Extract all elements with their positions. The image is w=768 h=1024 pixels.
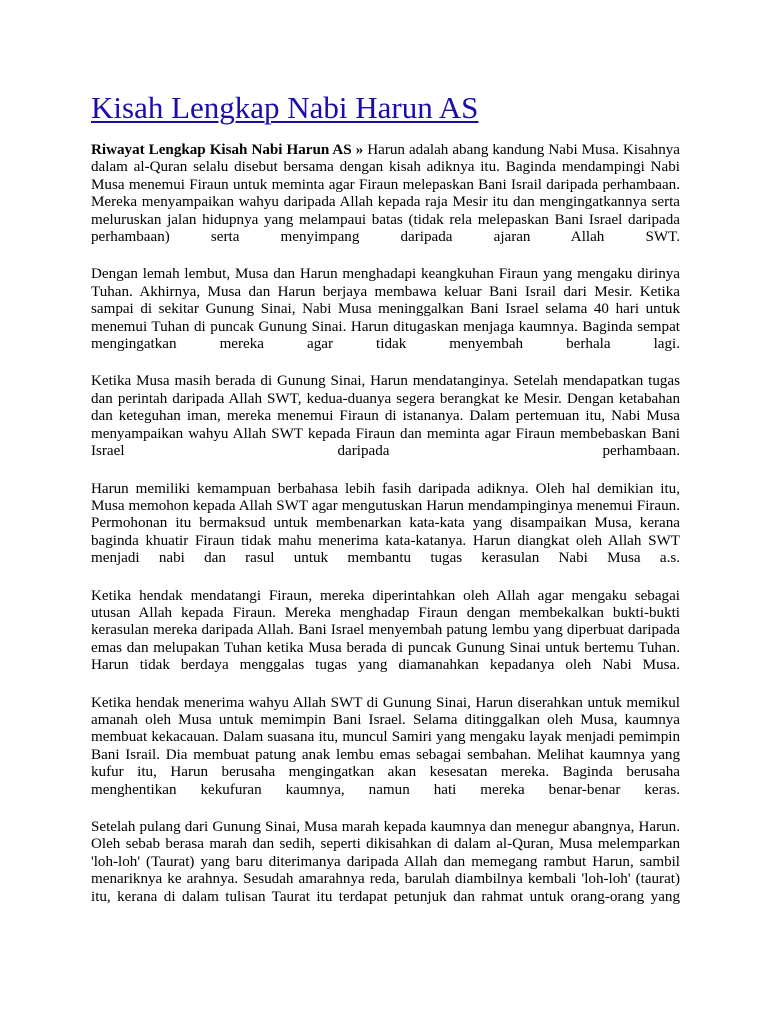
- paragraph-4: Harun memiliki kemampuan berbahasa lebih fasih daripada adiknya. Oleh hal demikian itu, Musa memohon kepada Allah SWT agar mengutuskan Harun mendampinginya menemui Firaun. Permohonan itu bermaksud untuk membenarkan kata-kata yang disampaikan Musa, kerana baginda khuatir Firaun tidak mahu menerima kata-katanya. Harun diangkat oleh Allah SWT menjadi nabi dan rasul untuk membantu tugas kerasulan Nabi Musa a.s.: [91, 480, 680, 567]
- article-title-link[interactable]: Kisah Lengkap Nabi Harun AS: [91, 90, 479, 125]
- paragraph-3: Ketika Musa masih berada di Gunung Sinai, Harun mendatanginya. Setelah mendapatkan tugas dan perintah daripada Allah SWT, kedua-duanya segera berangkat ke Mesir. Dengan ketabahan dan keteguhan iman, mereka menemui Firaun di istananya. Dalam pertemuan itu, Nabi Musa menyampaikan wahyu Allah SWT kepada Firaun dan meminta agar Firaun membebaskan Bani Israel daripada perhambaan.: [91, 373, 680, 460]
- lead-bold-text: Riwayat Lengkap Kisah Nabi Harun AS »: [91, 142, 364, 158]
- paragraph-1-text: Harun adalah abang kandung Nabi Musa. Kisahnya dalam al-Quran selalu disebut bersama dengan kisah adiknya itu. Baginda mendampingi Nabi Musa menemui Firaun untuk meminta agar Firaun melepaskan Bani Israil daripada perhambaan. Mereka menyampaikan wahyu daripada Allah kepada raja Mesir itu dan mengingatkannya serta meluruskan jalan hidupnya yang melampaui batas (tidak rela melepaskan Bani Israel daripada perhambaan) serta menyimpang daripada ajaran Allah SWT.: [91, 142, 680, 246]
- document-page: [91, 88, 680, 905]
- paragraph-6: Ketika hendak menerima wahyu Allah SWT di Gunung Sinai, Harun diserahkan untuk memikul amanah oleh Musa untuk memimpin Bani Israel. Selama ditinggalkan oleh Musa, kaumnya membuat kekacauan. Dalam suasana itu, muncul Samiri yang mengaku layak menjadi pemimpin Bani Israil. Dia membuat patung anak lembu emas sebagai sembahan. Melihat kaumnya yang kufur itu, Harun berusaha mengingatkan akan kesesatan mereka. Baginda berusaha menghentikan kekufuran kaumnya, namun hati mereka benar-benar keras.: [91, 694, 680, 798]
- paragraph-5: Ketika hendak mendatangi Firaun, mereka diperintahkan oleh Allah agar mengaku sebagai utusan Allah kepada Firaun. Mereka menghadap Firaun dengan membekalkan bukti-bukti kerasulan mereka daripada Allah. Bani Israel menyembah patung lembu yang diperbuat daripada emas dan melupakan Tuhan ketika Musa berada di puncak Gunung Sinai untuk bertemu Tuhan. Harun tidak berdaya menggalas tugas yang diamanahkan kepadanya oleh Nabi Musa.: [91, 587, 680, 674]
- paragraph-7: Setelah pulang dari Gunung Sinai, Musa marah kepada kaumnya dan menegur abangnya, Harun. Oleh sebab berasa marah dan sedih, seperti dikisahkan di dalam al-Quran, Musa melemparkan 'loh-loh' (Taurat) yang baru diterimanya daripada Allah dan memegang rambut Harun, sambil menariknya ke arahnya. Sesudah amarahnya reda, barulah diambilnya kembali 'loh-loh' (taurat) itu, kerana di dalam tulisan Taurat itu terdapat petunjuk dan rahmat untuk orang-orang yang: [91, 819, 680, 905]
- paragraph-1: [91, 142, 680, 246]
- paragraph-2: Dengan lemah lembut, Musa dan Harun menghadapi keangkuhan Firaun yang mengaku dirinya Tuhan. Akhirnya, Musa dan Harun berjaya membawa keluar Bani Israil dari Mesir. Ketika sampai di sekitar Gunung Sinai, Nabi Musa meninggalkan Bani Israel selama 40 hari untuk menemui Tuhan di puncak Gunung Sinai. Harun ditugaskan menjaga kaumnya. Baginda sempat mengingatkan mereka agar tidak menyembah berhala lagi.: [91, 266, 680, 353]
